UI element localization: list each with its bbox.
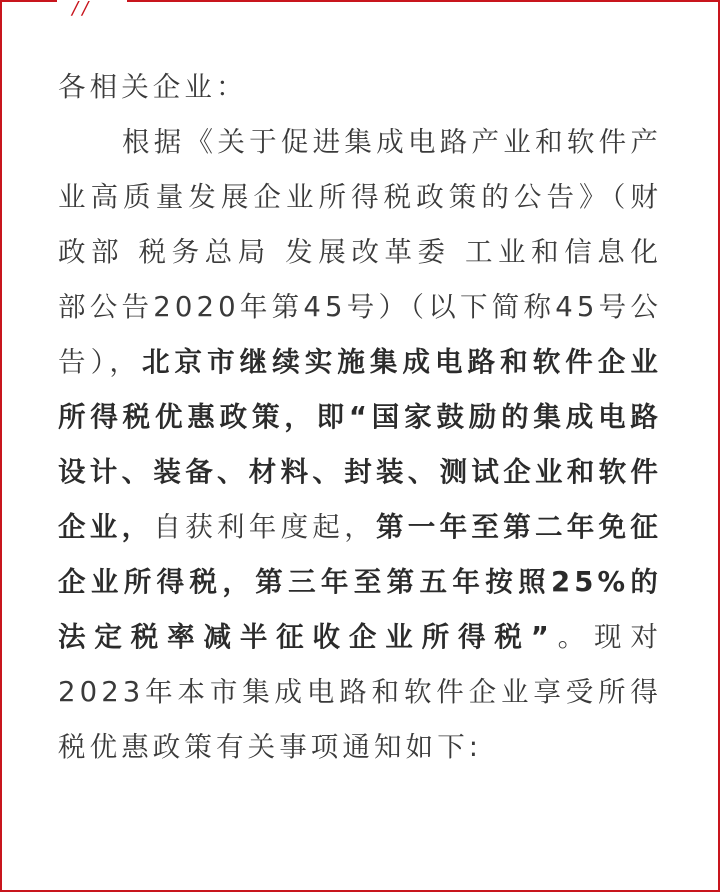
top-border-right (127, 0, 720, 2)
paragraph-bold-1: 北京市继续实施集成电路和软件企业所得税优惠政策，即“国家鼓励的集成电路设计、装备、材料、封装、测试企业和软件企业， (58, 346, 662, 543)
decoration-mark: // (72, 0, 93, 19)
paragraph-text-3: 。现对2023年本市集成电路和软件企业享受所得税优惠政策有关事项通知如下: (58, 621, 662, 763)
notice-body (58, 60, 662, 775)
notice-paragraph (58, 115, 662, 775)
paragraph-bold-2: 第一年至第二年免征企业所得税，第三年至第五年按照25%的法定税率减半征收企业所得税” (58, 511, 662, 653)
top-border-left (0, 0, 57, 2)
paragraph-text-1: 根据《关于促进集成电路产业和软件产业高质量发展企业所得税政策的公告》（财政部 税务总局 发展改革委 工业和信息化部公告2020年第45号）（以下简称45号公告）， (58, 126, 662, 378)
salutation: 各相关企业： (58, 71, 248, 103)
paragraph-text-2: 自获利年度起， (153, 511, 376, 543)
